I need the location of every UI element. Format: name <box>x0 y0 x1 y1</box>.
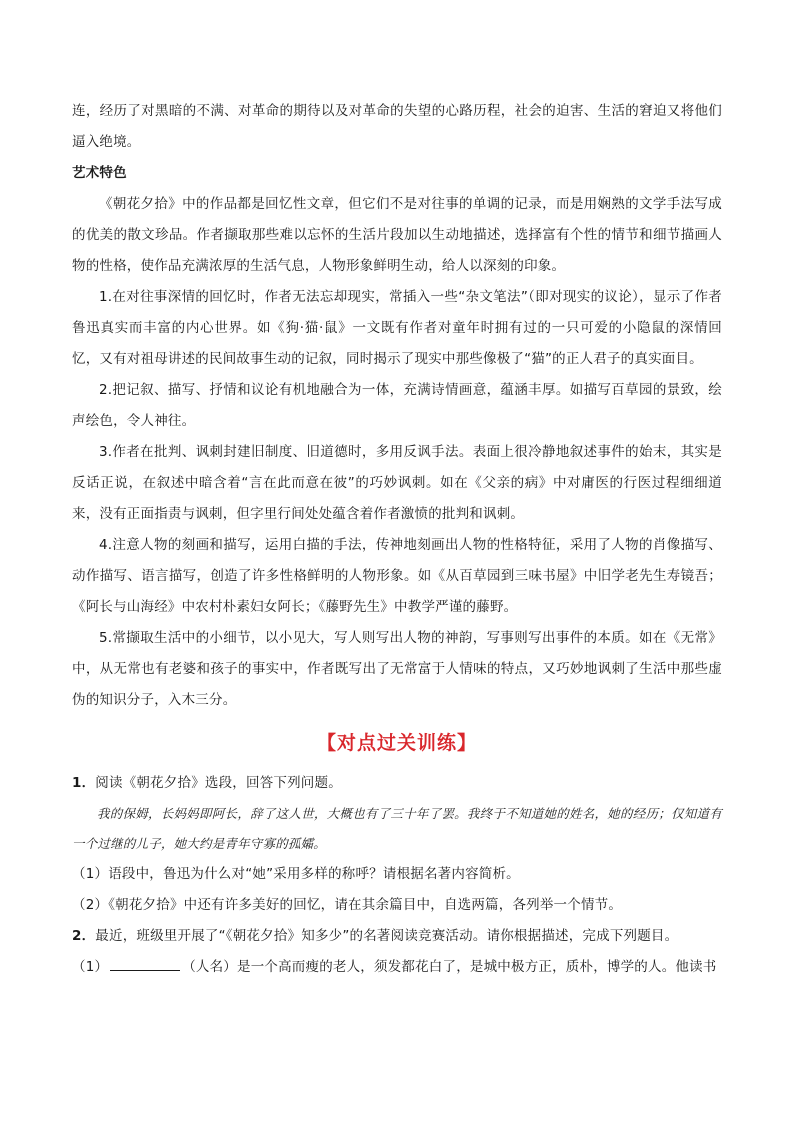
question-1-passage: 我的保姆，长妈妈即阿长，辞了这人世，大概也有了三十年了罢。我终于不知道她的姓名，她的经历；仅知道有一个过继的儿子，她大约是青年守寡的孤孀。 <box>72 806 722 851</box>
art-point-3: 3.作者在批判、讽刺封建旧制度、旧道德时，多用反讽手法。表面上很冷静地叙述事件的始末，其实是反话正说，在叙述中暗含着“言在此而意在彼”的巧妙讽刺。如在《父亲的病》中对庸医的行医过程细细道来，没有正面指责与讽刺，但字里行间处处蕴含着作者激愤的批判和讽刺。 <box>72 444 722 522</box>
question-2-text: 最近，班级里开展了“《朝花夕拾》知多少”的名著阅读竞赛活动。请你根据描述，完成下列题目。 <box>95 928 679 944</box>
art-point-5: 5.常撷取生活中的小细节，以小见大，写人则写出人物的神韵，写事则写出事件的本质。如在《无常》中，从无常也有老婆和孩子的事实中，作者既写出了无常富于人情味的特点，又巧妙地讽刺了生活中那些虚伪的知识分子，入木三分。 <box>72 630 722 708</box>
question-1 <box>72 768 722 799</box>
answer-blank[interactable] <box>110 956 180 971</box>
question-2-sub-1-prefix: （1） <box>72 959 109 975</box>
training-section-title: 【对点过关训练】 <box>316 732 477 754</box>
page-content <box>72 96 722 983</box>
question-2-sub-1-text: （人名）是一个高而瘦的老人，须发都花白了，是城中极方正，质朴，博学的人。他读书 <box>182 959 717 975</box>
question-1-sub-1: （1）语段中，鲁迅为什么对“她”采用多样的称呼？请根据名著内容简析。 <box>72 866 520 882</box>
art-features-heading: 艺术特色 <box>72 165 127 181</box>
question-1-sub-2: （2）《朝花夕拾》中还有许多美好的回忆，请在其余篇目中，自选两篇，各列举一个情节。 <box>72 897 623 913</box>
question-1-text: 阅读《朝花夕拾》选段，回答下列问题。 <box>95 775 342 791</box>
question-1-number: 1． <box>72 775 96 791</box>
art-point-1: 1.在对往事深情的回忆时，作者无法忘却现实，常插入一些“杂文笔法”（即对现实的议论），显示了作者鲁迅真实而丰富的内心世界。如《狗·猫·鼠》一文既有作者对童年时拥有过的一只可爱的小隐鼠的深情回忆，又有对祖母讲述的民间故事生动的记叙，同时揭示了现实中那些像极了“猫”的正人君子的真实面目。 <box>72 289 722 367</box>
intro-continuation: 连，经历了对黑暗的不满、对革命的期待以及对革命的失望的心路历程，社会的迫害、生活的窘迫又将他们逼入绝境。 <box>72 103 722 150</box>
question-2-number: 2． <box>72 928 96 944</box>
question-2 <box>72 921 722 952</box>
art-point-4: 4.注意人物的刻画和描写，运用白描的手法，传神地刻画出人物的性格特征，采用了人物的肖像描写、动作描写、语言描写，创造了许多性格鲜明的人物形象。如《从百草园到三味书屋》中旧学老先生寿镜吾；《阿长与山海经》中农村朴素妇女阿长；《藤野先生》中教学严谨的藤野。 <box>72 537 722 615</box>
question-2-sub-1 <box>72 952 722 983</box>
art-point-2: 2.把记叙、描写、抒情和议论有机地融合为一体，充满诗情画意，蕴涵丰厚。如描写百草园的景致，绘声绘色，令人神往。 <box>72 382 722 429</box>
art-features-intro: 《朝花夕拾》中的作品都是回忆性文章，但它们不是对往事的单调的记录，而是用娴熟的文学手法写成的优美的散文珍品。作者撷取那些难以忘怀的生活片段加以生动地描述，选择富有个性的情节和细节描画人物的性格，使作品充满浓厚的生活气息，人物形象鲜明生动，给人以深刻的印象。 <box>72 196 722 274</box>
